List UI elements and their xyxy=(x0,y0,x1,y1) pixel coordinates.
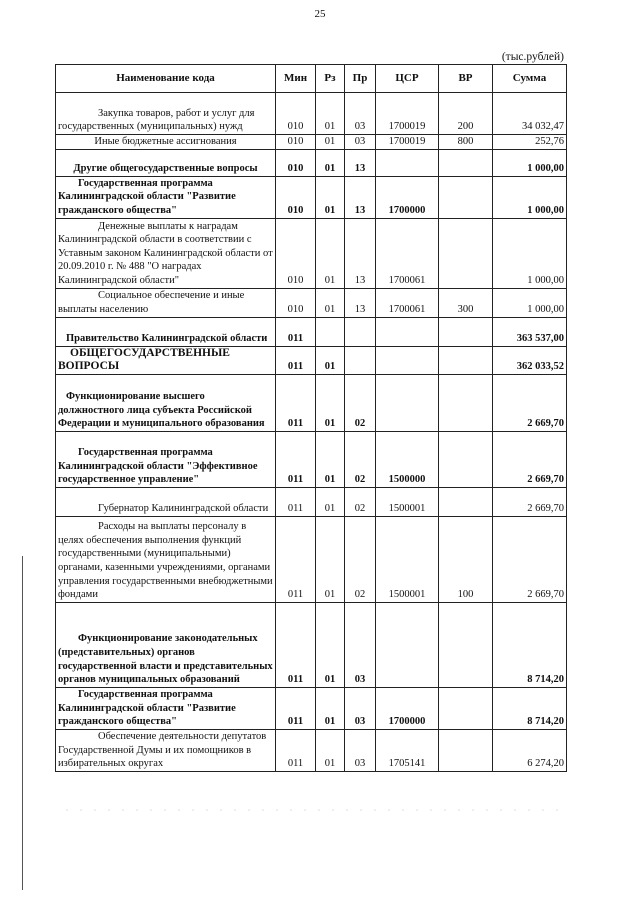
header-rz: Рз xyxy=(316,65,345,93)
table-header-row xyxy=(56,65,567,93)
row-csr: 1500001 xyxy=(376,516,439,602)
row-vr xyxy=(439,487,493,516)
table-row xyxy=(56,431,567,487)
row-sum: 8 714,20 xyxy=(493,687,567,729)
budget-table xyxy=(55,64,567,772)
row-sum: 2 669,70 xyxy=(493,374,567,431)
row-vr xyxy=(439,729,493,771)
row-csr xyxy=(376,602,439,687)
header-vr: ВР xyxy=(439,65,493,93)
row-min: 011 xyxy=(276,687,316,729)
row-sum: 6 274,20 xyxy=(493,729,567,771)
table-row xyxy=(56,288,567,317)
row-vr xyxy=(439,431,493,487)
row-min: 010 xyxy=(276,93,316,135)
table-row xyxy=(56,729,567,771)
row-min: 010 xyxy=(276,149,316,176)
table-row xyxy=(56,176,567,218)
row-pr: 03 xyxy=(345,729,376,771)
row-pr: 13 xyxy=(345,288,376,317)
row-min: 010 xyxy=(276,176,316,218)
row-pr: 02 xyxy=(345,374,376,431)
row-pr: 03 xyxy=(345,93,376,135)
header-min: Мин xyxy=(276,65,316,93)
row-csr: 1500001 xyxy=(376,487,439,516)
scan-dot-artifacts xyxy=(60,805,565,815)
row-vr: 200 xyxy=(439,93,493,135)
row-name: Закупка товаров, работ и услуг для государственных (муниципальных) нужд xyxy=(56,93,276,135)
row-sum: 252,76 xyxy=(493,135,567,150)
units-label: (тыс.рублей) xyxy=(501,51,564,63)
row-vr xyxy=(439,149,493,176)
row-csr xyxy=(376,149,439,176)
row-pr: 13 xyxy=(345,176,376,218)
row-name: Государственная программа Калининградской области "Эффективное государственное управление" xyxy=(56,431,276,487)
row-vr xyxy=(439,346,493,374)
row-vr: 800 xyxy=(439,135,493,150)
row-sum: 34 032,47 xyxy=(493,93,567,135)
row-rz: 01 xyxy=(316,176,345,218)
row-sum: 1 000,00 xyxy=(493,176,567,218)
header-sum: Сумма xyxy=(493,65,567,93)
page-number: 25 xyxy=(314,8,326,20)
row-vr xyxy=(439,218,493,288)
table-row xyxy=(56,346,567,374)
table-row xyxy=(56,687,567,729)
row-csr: 1700000 xyxy=(376,687,439,729)
row-sum: 1 000,00 xyxy=(493,288,567,317)
scan-margin-line xyxy=(22,556,23,890)
table-row xyxy=(56,93,567,135)
row-pr: 02 xyxy=(345,516,376,602)
table-row xyxy=(56,602,567,687)
row-pr: 02 xyxy=(345,431,376,487)
row-name: Иные бюджетные ассигнования xyxy=(56,135,276,150)
row-min: 011 xyxy=(276,431,316,487)
row-min: 011 xyxy=(276,729,316,771)
row-rz: 01 xyxy=(316,431,345,487)
row-vr xyxy=(439,687,493,729)
row-vr: 300 xyxy=(439,288,493,317)
row-min: 011 xyxy=(276,374,316,431)
row-rz: 01 xyxy=(316,516,345,602)
row-rz: 01 xyxy=(316,346,345,374)
row-name: Расходы на выплаты персоналу в целях обеспечения выполнения функций государственными (муниципальными) органами, казенными учреждениями, органами управления государственными внебюджетными фондами xyxy=(56,516,276,602)
row-sum: 1 000,00 xyxy=(493,218,567,288)
row-rz: 01 xyxy=(316,602,345,687)
row-rz: 01 xyxy=(316,374,345,431)
row-rz xyxy=(316,317,345,346)
row-csr: 1500000 xyxy=(376,431,439,487)
row-name: Государственная программа Калининградской области "Развитие гражданского общества" xyxy=(56,687,276,729)
row-rz: 01 xyxy=(316,218,345,288)
header-name: Наименование кода xyxy=(56,65,276,93)
row-csr: 1700000 xyxy=(376,176,439,218)
row-sum: 362 033,52 xyxy=(493,346,567,374)
table-row xyxy=(56,135,567,150)
row-name: Губернатор Калининградской области xyxy=(56,487,276,516)
row-name: Другие общегосударственные вопросы xyxy=(56,149,276,176)
row-sum: 363 537,00 xyxy=(493,317,567,346)
row-sum: 2 669,70 xyxy=(493,516,567,602)
row-pr: 03 xyxy=(345,687,376,729)
row-pr xyxy=(345,346,376,374)
row-csr: 1705141 xyxy=(376,729,439,771)
row-min: 011 xyxy=(276,317,316,346)
row-sum: 8 714,20 xyxy=(493,602,567,687)
row-csr xyxy=(376,374,439,431)
row-min: 011 xyxy=(276,346,316,374)
row-rz: 01 xyxy=(316,487,345,516)
header-pr: Пр xyxy=(345,65,376,93)
row-pr: 03 xyxy=(345,135,376,150)
row-min: 010 xyxy=(276,218,316,288)
row-rz: 01 xyxy=(316,687,345,729)
row-vr xyxy=(439,317,493,346)
row-csr xyxy=(376,317,439,346)
row-pr: 13 xyxy=(345,218,376,288)
row-name: ОБЩЕГОСУДАРСТВЕННЫЕ ВОПРОСЫ xyxy=(56,346,276,374)
row-sum: 2 669,70 xyxy=(493,487,567,516)
row-name: Правительство Калининградской области xyxy=(56,317,276,346)
row-min: 011 xyxy=(276,602,316,687)
row-min: 010 xyxy=(276,288,316,317)
row-min: 011 xyxy=(276,516,316,602)
header-csr: ЦСР xyxy=(376,65,439,93)
row-min: 011 xyxy=(276,487,316,516)
row-pr xyxy=(345,317,376,346)
table-row xyxy=(56,374,567,431)
row-name: Функционирование высшего должностного лица субъекта Российской Федерации и муниципального образования xyxy=(56,374,276,431)
table-row xyxy=(56,218,567,288)
row-name: Денежные выплаты к наградам Калининградской области в соответствии с Уставным законом Калининградской области от 20.09.2010 г. № 488 "О наградах Калининградской области" xyxy=(56,218,276,288)
row-rz: 01 xyxy=(316,135,345,150)
table-row xyxy=(56,149,567,176)
row-pr: 02 xyxy=(345,487,376,516)
row-csr: 1700019 xyxy=(376,93,439,135)
row-sum: 2 669,70 xyxy=(493,431,567,487)
row-vr xyxy=(439,374,493,431)
row-name: Государственная программа Калининградской области "Развитие гражданского общества" xyxy=(56,176,276,218)
row-min: 010 xyxy=(276,135,316,150)
row-pr: 03 xyxy=(345,602,376,687)
row-vr xyxy=(439,602,493,687)
row-vr xyxy=(439,176,493,218)
row-name: Социальное обеспечение и иные выплаты населению xyxy=(56,288,276,317)
row-csr: 1700061 xyxy=(376,288,439,317)
row-vr: 100 xyxy=(439,516,493,602)
row-sum: 1 000,00 xyxy=(493,149,567,176)
table-row xyxy=(56,317,567,346)
row-csr: 1700061 xyxy=(376,218,439,288)
row-rz: 01 xyxy=(316,149,345,176)
row-csr: 1700019 xyxy=(376,135,439,150)
row-csr xyxy=(376,346,439,374)
row-rz: 01 xyxy=(316,93,345,135)
row-rz: 01 xyxy=(316,288,345,317)
table-row xyxy=(56,516,567,602)
table-row xyxy=(56,487,567,516)
row-pr: 13 xyxy=(345,149,376,176)
row-rz: 01 xyxy=(316,729,345,771)
row-name: Обеспечение деятельности депутатов Государственной Думы и их помощников в избирательных округах xyxy=(56,729,276,771)
row-name: Функционирование законодательных (представительных) органов государственной власти и представительных органов муниципальных образований xyxy=(56,602,276,687)
